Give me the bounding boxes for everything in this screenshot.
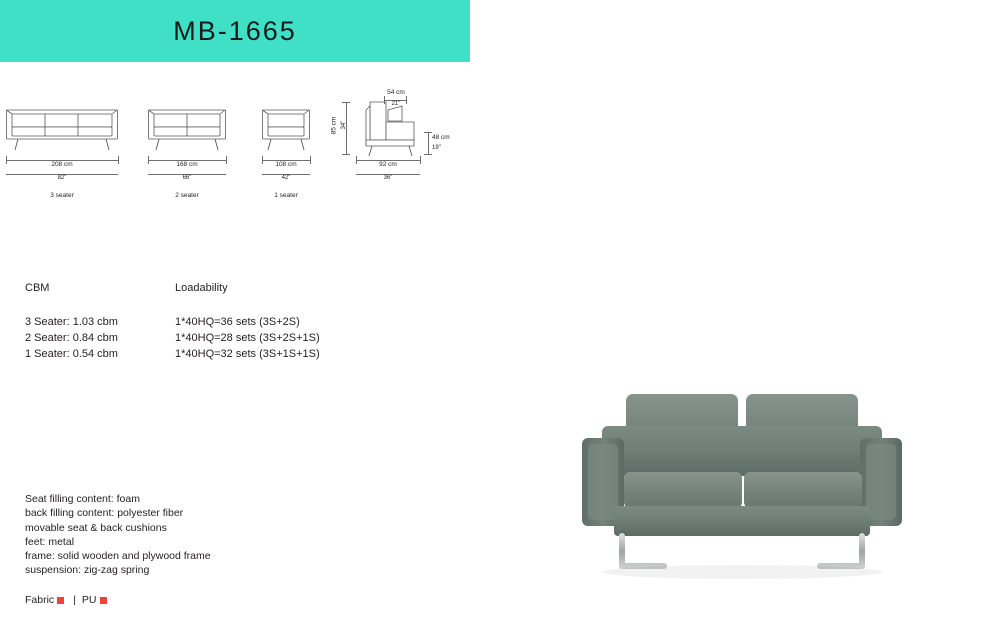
- dim-seat-depth-in: 21": [391, 101, 401, 107]
- dim-height-in: 34": [341, 120, 347, 130]
- dim-tick-right: [420, 156, 421, 164]
- cbm-row-3-seater: 3 Seater: 1.03 cbm: [25, 316, 118, 328]
- figure-3-seater: [6, 104, 118, 199]
- cbm-row-2-seater: 2 Seater: 0.84 cbm: [25, 332, 118, 344]
- material-suspension: suspension: zig-zag spring: [25, 564, 150, 577]
- sofa-2-seater-drawing: [148, 104, 226, 156]
- technical-drawings: [0, 89, 480, 207]
- row-separator: |: [73, 594, 76, 606]
- sofa-3-seater-drawing: [6, 104, 118, 156]
- sofa-photo-illustration: [560, 380, 980, 595]
- cbm-row-1-seater: 1 Seater: 0.54 cbm: [25, 348, 118, 360]
- page-title: MB-1665: [173, 16, 297, 46]
- material-frame: frame: solid wooden and plywood frame: [25, 550, 211, 563]
- dim-tick-right: [226, 156, 227, 164]
- material-feet: feet: metal: [25, 535, 75, 548]
- dim-tick-right: [118, 156, 119, 164]
- dim-3-seater-in: 82": [57, 175, 67, 181]
- figure-side-view: [330, 89, 450, 181]
- dim-depth-in: 36": [383, 175, 393, 181]
- dim-seat-height-cm: 48 cm: [432, 134, 450, 141]
- loadability-block: [175, 280, 320, 362]
- pu-swatch-icon[interactable]: [100, 597, 107, 604]
- loadability-row-3: 1*40HQ=32 sets (3S+1S+1S): [175, 348, 320, 360]
- caption-1-seater: 1 seater: [274, 192, 298, 199]
- dim-height-cm: 85 cm: [330, 116, 338, 135]
- dim-seat-depth-cm: 54 cm: [387, 89, 405, 96]
- dim-1-seater-in: 42": [281, 175, 291, 181]
- cbm-block: [25, 280, 118, 362]
- fabric-label: Fabric: [25, 594, 55, 606]
- material-back-filling: back filling content: polyester fiber: [25, 507, 184, 520]
- dim-tick-top: [342, 102, 350, 103]
- material-cushions: movable seat & back cushions: [25, 521, 167, 534]
- dim-1-seater-cm: 108 cm: [275, 161, 297, 168]
- figure-2-seater: [148, 104, 226, 199]
- dim-seat-height-in: 19": [432, 145, 441, 151]
- material-seat-filling: Seat filling content: foam: [25, 493, 140, 505]
- loadability-row-2: 1*40HQ=28 sets (3S+2S+1S): [175, 332, 320, 344]
- dim-depth-cm: 92 cm: [379, 161, 397, 168]
- cbm-heading: CBM: [25, 282, 50, 294]
- dim-tick-bottom: [424, 154, 432, 155]
- fabric-pu-row: [25, 594, 110, 606]
- materials-list: [25, 492, 211, 578]
- product-photo: [560, 380, 980, 595]
- fabric-swatch-icon[interactable]: [57, 597, 64, 604]
- dim-tick-bottom: [342, 154, 350, 155]
- loadability-row-1: 1*40HQ=36 sets (3S+2S): [175, 316, 300, 328]
- figure-1-seater: [262, 104, 310, 199]
- dim-3-seater-cm: 208 cm: [51, 161, 73, 168]
- dim-tick-top: [424, 132, 432, 133]
- caption-3-seater: 3 seater: [50, 192, 74, 199]
- caption-2-seater: 2 seater: [175, 192, 199, 199]
- loadability-heading: Loadability: [175, 282, 228, 294]
- sofa-1-seater-drawing: [262, 104, 310, 156]
- pu-label: PU: [81, 594, 97, 606]
- dim-2-seater-cm: 168 cm: [176, 161, 198, 168]
- dim-line-seat-height: [428, 132, 429, 154]
- dim-2-seater-in: 66": [182, 175, 192, 181]
